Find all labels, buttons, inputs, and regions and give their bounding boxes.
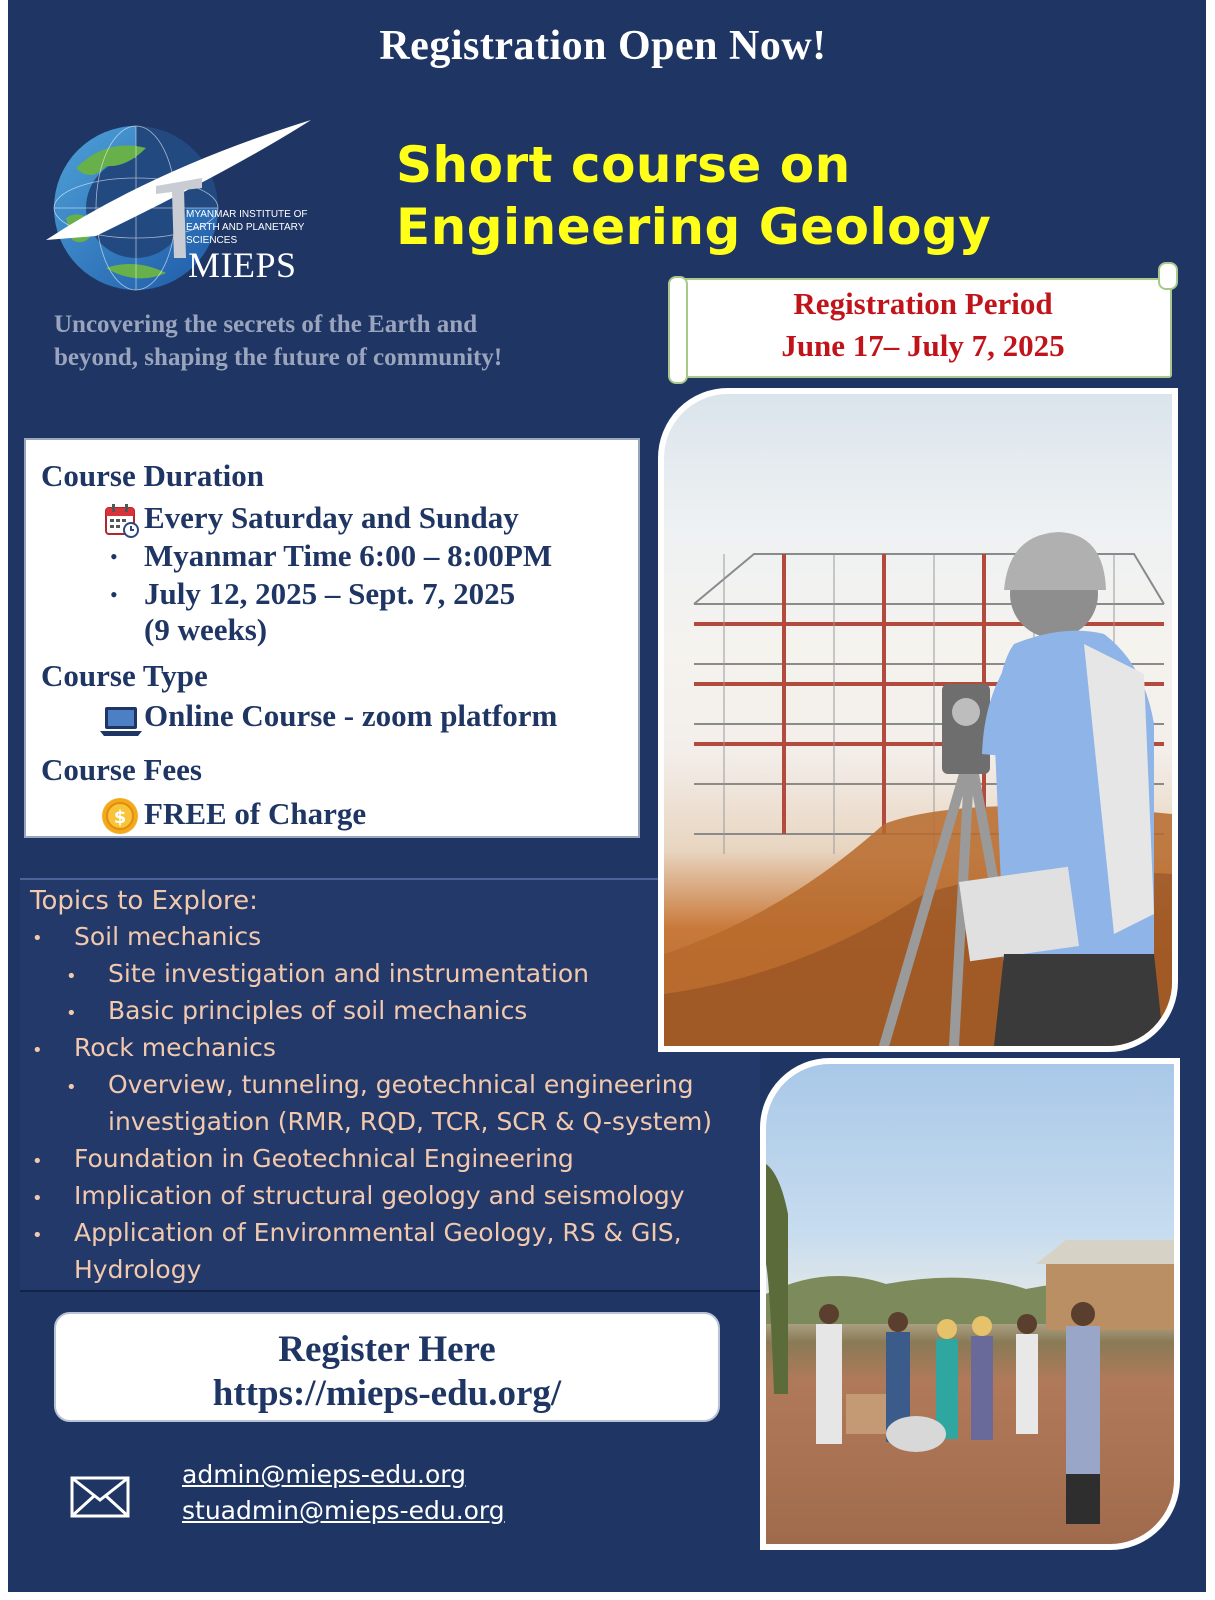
- bullet-dot: •: [110, 544, 118, 569]
- registration-period-banner: [668, 270, 1178, 380]
- course-info-box: [24, 438, 640, 838]
- poster: [8, 0, 1206, 1592]
- bullet-dot: •: [32, 928, 43, 949]
- mail-icon: [70, 1476, 130, 1523]
- topic-item: Implication of structural geology and seismology: [74, 1181, 685, 1210]
- logo-institute-name: MYANMAR INSTITUTE OF EARTH AND PLANETARY SCIENCES: [186, 209, 308, 246]
- topic-item-continued: Hydrology: [74, 1255, 202, 1284]
- email-link-admin[interactable]: admin@mieps-edu.org: [182, 1460, 466, 1489]
- bullet-dot: •: [66, 1077, 77, 1098]
- register-url-link[interactable]: https://mieps-edu.org/: [212, 1373, 562, 1414]
- dollar-coin-icon: [100, 796, 140, 841]
- email-link-stuadmin[interactable]: stuadmin@mieps-edu.org: [182, 1496, 505, 1525]
- headline: Registration Open Now!: [379, 23, 827, 69]
- topic-item: Rock mechanics: [74, 1033, 276, 1062]
- topic-subitem: Overview, tunneling, geotechnical engineering: [108, 1070, 694, 1099]
- logo-acronym: MIEPS: [188, 245, 297, 285]
- topics-heading: Topics to Explore:: [30, 886, 258, 916]
- field-work-scene: [766, 1064, 1174, 1544]
- register-label: Register Here: [278, 1329, 496, 1370]
- course-title: [396, 134, 1016, 258]
- svg-text:$: $: [113, 807, 127, 828]
- course-title-line2: Engineering Geology: [396, 198, 992, 256]
- topic-subitem-continued: investigation (RMR, RQD, TCR, SCR & Q-system): [108, 1107, 713, 1136]
- tagline: Uncovering the secrets of the Earth and beyond, shaping the future of community!: [54, 311, 503, 371]
- topic-item: Foundation in Geotechnical Engineering: [74, 1144, 574, 1173]
- register-box[interactable]: [54, 1312, 720, 1422]
- bullet-dot: •: [66, 966, 77, 987]
- course-title-line1: Short course on: [396, 136, 851, 194]
- registration-period-dates: June 17– July 7, 2025: [781, 328, 1065, 363]
- topic-subitem: Site investigation and instrumentation: [108, 959, 590, 988]
- engineer-illustration: [664, 394, 1172, 1046]
- topic-subitem: Basic principles of soil mechanics: [108, 996, 528, 1025]
- topic-item: Application of Environmental Geology, RS & GIS,: [74, 1218, 682, 1247]
- registration-period-title: Registration Period: [793, 286, 1053, 321]
- course-fees-heading: Course Fees: [41, 752, 202, 787]
- course-duration-heading: Course Duration: [41, 458, 265, 493]
- time-text: Myanmar Time 6:00 – 8:00PM: [144, 538, 553, 573]
- course-fees-text: FREE of Charge: [144, 796, 367, 831]
- topics-section: [20, 878, 760, 1292]
- topic-item: Soil mechanics: [74, 922, 262, 951]
- course-type-heading: Course Type: [41, 658, 208, 693]
- dates-text: July 12, 2025 – Sept. 7, 2025: [144, 576, 516, 611]
- engineer-survey-photo: [658, 388, 1178, 1052]
- calendar-icon: [104, 502, 140, 543]
- bullet-dot: •: [32, 1151, 43, 1172]
- weeks-text: (9 weeks): [144, 612, 268, 647]
- schedule-text: Every Saturday and Sunday: [144, 500, 519, 535]
- bullet-dot: •: [66, 1003, 77, 1024]
- bullet-dot: •: [110, 582, 118, 607]
- bullet-dot: •: [32, 1225, 43, 1246]
- course-type-text: Online Course - zoom platform: [144, 698, 558, 733]
- laptop-icon: [98, 704, 144, 743]
- bullet-dot: •: [32, 1040, 43, 1061]
- field-work-photo: [760, 1058, 1180, 1550]
- bullet-dot: •: [32, 1188, 43, 1209]
- mieps-logo: [36, 108, 336, 298]
